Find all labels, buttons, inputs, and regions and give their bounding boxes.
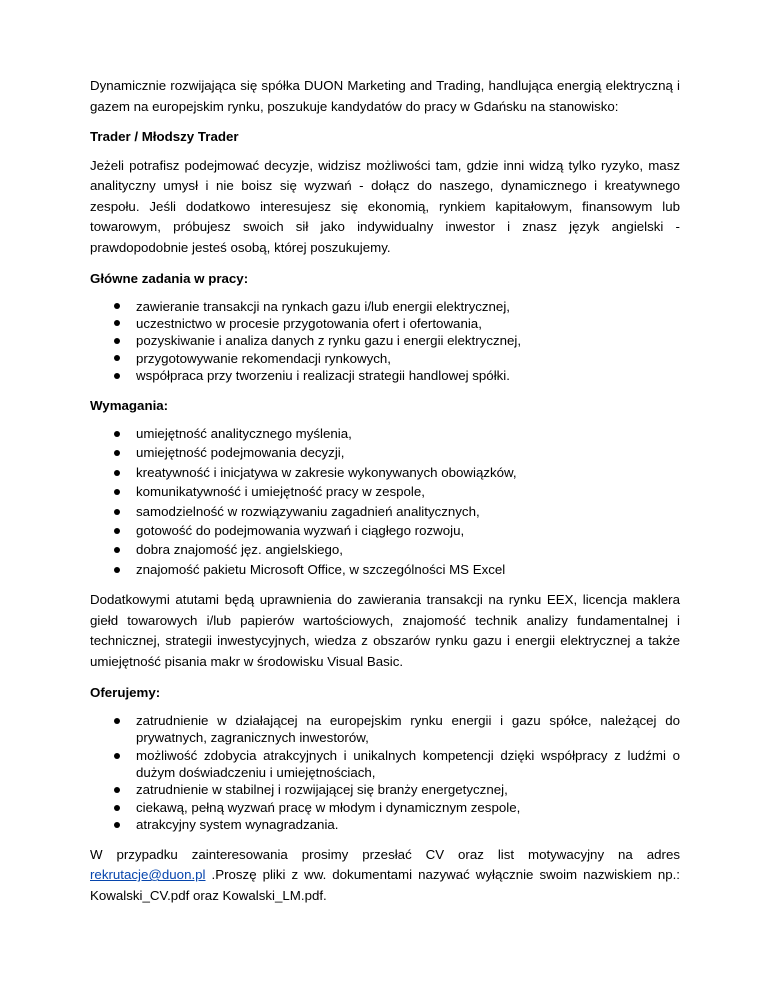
- bullet-icon: [114, 822, 120, 828]
- list-item-text: zatrudnienie w stabilnej i rozwijającej się branży energetycznej,: [136, 782, 508, 798]
- position-title: Trader / Młodszy Trader: [90, 129, 239, 144]
- list-item-text: zawieranie transakcji na rynkach gazu i/lub energii elektrycznej,: [136, 298, 510, 314]
- bullet-icon: [114, 338, 120, 344]
- list-item-text: komunikatywność i umiejętność pracy w zespole,: [136, 484, 425, 500]
- bullet-icon: [114, 567, 120, 573]
- list-item: [136, 463, 680, 482]
- list-item-text: pozyskiwanie i analiza danych z rynku gazu i energii elektrycznej,: [136, 333, 522, 349]
- bullet-icon: [114, 470, 120, 476]
- list-item-text: ciekawą, pełną wyzwań pracę w młodym i dynamicznym zespole,: [136, 799, 521, 815]
- bullet-icon: [114, 718, 120, 724]
- list-item: [136, 315, 680, 332]
- bullet-icon: [114, 431, 120, 437]
- list-item: [136, 521, 680, 540]
- list-item-text: znajomość pakietu Microsoft Office, w szczególności MS Excel: [136, 561, 506, 577]
- requirements-heading: Wymagania:: [90, 397, 169, 413]
- requirements-list: [90, 424, 680, 579]
- list-item-text: uczestnictwo w procesie przygotowania ofert i ofertowania,: [136, 315, 482, 331]
- list-item-text: kreatywność i inicjatywa w zakresie wykonywanych obowiązków,: [136, 464, 517, 480]
- tasks-heading: Główne zadania w pracy:: [90, 271, 249, 286]
- bullet-icon: [114, 547, 120, 553]
- list-item: [136, 799, 680, 816]
- bullet-icon: [114, 450, 120, 456]
- list-item: [136, 350, 680, 367]
- list-item: [136, 816, 680, 833]
- contact-paragraph: [90, 845, 680, 907]
- contact-text-after: .Proszę pliki z ww. dokumentami nazywać wyłącznie swoim nazwiskiem np.: Kowalski_CV.pdf oraz Kowalski_LM.pdf.: [90, 867, 680, 903]
- bullet-icon: [114, 753, 120, 759]
- offer-list: [90, 712, 680, 834]
- email-link[interactable]: rekrutacje@duon.pl: [90, 867, 206, 883]
- list-item-text: zatrudnienie w działającej na europejskim rynku energii i gazu spółce, należącej do prywatnych, zagranicznych inwestorów,: [136, 712, 680, 746]
- tasks-list: [90, 298, 680, 385]
- bullet-icon: [114, 787, 120, 793]
- description-paragraph: Jeżeli potrafisz podejmować decyzje, widzisz możliwości tam, gdzie inni widzą tylko ryzyko, masz analityczny umysł i nie boisz się wyzwań - dołącz do naszego, dynamicznego i kreatywnego zespołu. Jeśli dodatkowo interesujesz się ekonomią, rynkiem kapitałowym, finansowym lub towarowym, próbujesz swoich sił jako indywidualny inwestor i znasz język angielski - prawdopodobnie jesteś osobą, której poszukujemy.: [90, 157, 680, 255]
- bullet-icon: [114, 528, 120, 534]
- list-item: [136, 424, 680, 443]
- list-item: [136, 540, 680, 559]
- list-item: [136, 298, 680, 315]
- list-item-text: dobra znajomość jęz. angielskiego,: [136, 542, 343, 558]
- list-item-text: gotowość do podejmowania wyzwań i ciągłego rozwoju,: [136, 523, 465, 539]
- additional-qualifications: Dodatkowymi atutami będą uprawnienia do zawierania transakcji na rynku EEX, licencja maklera giełd towarowych i/lub papierów wartościowych, znajomość technik analizy fundamentalnej i technicznej, strategii inwestycyjnych, wiedza z obszarów rynku gazu i energii elektrycznej a także umiejętność pisania makr w środowisku Visual Basic.: [90, 592, 680, 669]
- list-item: [136, 443, 680, 462]
- list-item: [136, 367, 680, 384]
- list-item-text: atrakcyjny system wynagradzania.: [136, 817, 339, 833]
- list-item-text: możliwość zdobycia atrakcyjnych i unikalnych kompetencji dzięki współpracy z ludźmi o dużym doświadczeniu i umiejętnościach,: [136, 747, 680, 780]
- list-item: [136, 747, 680, 782]
- bullet-icon: [114, 509, 120, 515]
- offer-heading: Oferujemy:: [90, 685, 161, 701]
- list-item-text: przygotowywanie rekomendacji rynkowych,: [136, 350, 391, 366]
- list-item: [136, 502, 680, 521]
- contact-text-before: W przypadku zainteresowania prosimy przesłać CV oraz list motywacyjny na adres: [90, 846, 680, 862]
- bullet-icon: [114, 489, 120, 495]
- bullet-icon: [114, 303, 120, 309]
- list-item: [136, 560, 680, 579]
- bullet-icon: [114, 373, 120, 379]
- bullet-icon: [114, 805, 120, 811]
- bullet-icon: [114, 355, 120, 361]
- list-item: [136, 332, 680, 349]
- list-item: [136, 781, 680, 798]
- list-item-text: umiejętność podejmowania decyzji,: [136, 445, 345, 461]
- list-item-text: współpraca przy tworzeniu i realizacji strategii handlowej spółki.: [136, 368, 510, 384]
- intro-paragraph: Dynamicznie rozwijająca się spółka DUON Marketing and Trading, handlująca energią elektryczną i gazem na europejskim rynku, poszukuje kandydatów do pracy w Gdańsku na stanowisko:: [90, 78, 680, 114]
- list-item: [136, 482, 680, 501]
- list-item-text: umiejętność analitycznego myślenia,: [136, 426, 352, 442]
- bullet-icon: [114, 320, 120, 326]
- list-item: [136, 712, 680, 747]
- list-item-text: samodzielność w rozwiązywaniu zagadnień analitycznych,: [136, 503, 480, 519]
